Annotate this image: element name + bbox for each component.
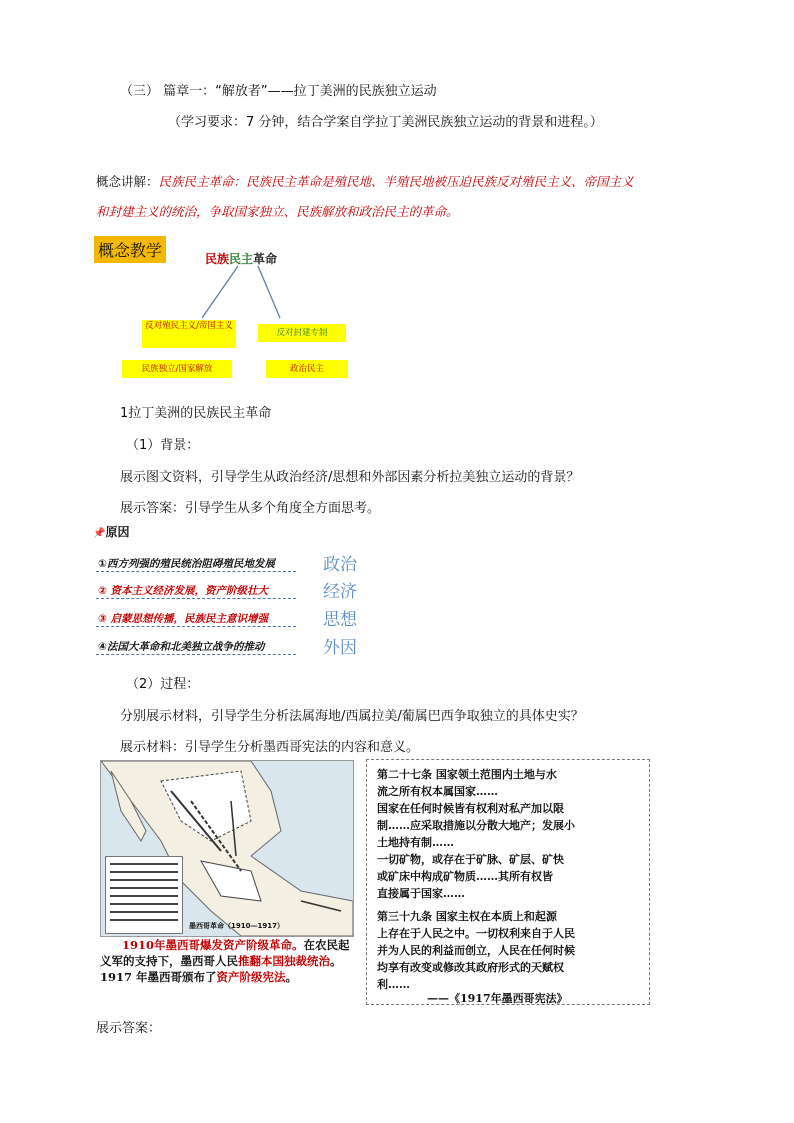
answer-label: 展示答案： [96,1021,162,1036]
reasons-heading-text: 原因 [105,525,130,539]
constitution-line: 利…… [377,978,410,991]
concept-teaching-badge: 概念教学 [94,236,166,263]
constitution-line: 流之所有权本属国家…… [377,785,498,798]
root-part-3: 革命 [253,252,278,266]
concept-definition-2: 和封建主义的统治，争取国家独立、民族解放和政治民主的革命。 [96,204,459,219]
caption-text-2: 。1917 年墨西哥颁布了 [100,954,342,984]
learning-requirement: （学习要求：7 分钟，结合学案自学拉丁美洲民族独立运动的背景和进程。） [168,115,603,130]
reason-2-category: 经济 [323,582,357,602]
constitution-line: 一切矿物，或存在于矿脉、矿层、矿快 [377,853,564,866]
constitution-line: 土地持有制…… [377,836,454,849]
reason-3: ③ 启蒙思想传播，民族民主意识增强 [98,613,269,625]
root-part-1: 民族 [205,252,230,266]
reason-1-underline [96,571,296,572]
map-caption [100,937,355,985]
constitution-line: 上存在于人民之中。一切权利来自于人民 [377,927,575,940]
process-text-1: 分别展示材料，引导学生分析法属海地/西属拉美/葡属巴西争取独立的具体史实？ [120,709,584,724]
process-heading: （2）过程： [126,677,200,692]
reason-4: ④法国大革命和北美独立战争的推动 [98,641,265,653]
constitution-line: 国家在任何时候皆有权利对私产加以限 [377,802,564,815]
map-legend [105,856,183,934]
constitution-line: 直接属于国家…… [377,887,465,900]
constitution-line: 第三十九条 国家主权在本质上和起源 [377,910,557,923]
reason-2: ② 资本主义经济发展，资产阶级壮大 [98,585,269,597]
mexico-revolution-map [100,760,354,937]
root-part-2: 民主 [229,252,254,266]
map-title: 墨西哥革命（1910—1917） [189,922,284,930]
reason-3-underline [96,626,296,627]
constitution-excerpt [366,759,650,1005]
reason-3-category: 思想 [323,610,357,630]
constitution-line: 并为人民的利益而创立，人民在任何时候 [377,944,575,957]
constitution-source: ——《1917年墨西哥宪法》 [427,992,568,1005]
caption-red-1: 1910年墨西哥爆发资产阶级革命。 [122,938,304,952]
reason-2-underline [96,598,296,599]
background-text-2: 展示答案：引导学生从多个角度全方面思考。 [120,501,381,516]
constitution-line: 或矿床中构成矿物质……其所有权皆 [377,870,553,883]
box-political-democracy: 政治民主 [266,360,348,378]
constitution-line: 均享有改变或修改其政府形式的天赋权 [377,961,564,974]
pin-icon: 📌 [93,528,106,539]
reason-1-category: 政治 [323,555,357,575]
caption-text-3: 。 [285,970,298,984]
reasons-heading [93,523,129,540]
background-heading: （1）背景： [126,438,200,453]
section-title: （三） 篇章一：“解放者”——拉丁美洲的民族独立运动 [120,84,437,99]
constitution-line: 制……应采取措施以分散大地产；发展小 [377,819,575,832]
background-text-1: 展示图文资料，引导学生从政治经济/思想和外部因素分析拉美独立运动的背景？ [120,470,580,485]
concept-definition-1: 民族民主革命：民族民主革命是殖民地、半殖民地被压迫民族反对殖民主义、帝国主义 [158,174,634,189]
reason-4-underline [96,654,296,655]
box-national-independence: 民族独立/国家解放 [122,360,232,378]
reason-4-category: 外因 [323,638,357,658]
concept-label: 概念讲解： [96,174,159,189]
caption-red-3: 资产阶级宪法 [216,970,286,984]
process-text-2: 展示材料：引导学生分析墨西哥宪法的内容和意义。 [120,740,420,755]
caption-red-2: 推翻本国独裁统治 [238,954,330,968]
subsection-title: 1拉丁美洲的民族民主革命 [120,406,272,421]
concept-line-2 [96,198,459,226]
constitution-line: 第二十七条 国家领土范围内土地与水 [377,768,557,781]
box-anti-feudalism: 反对封建专制 [258,324,346,342]
reason-1: ①西方列强的殖民统治阻碍殖民地发展 [98,558,275,570]
box-anti-colonialism: 反对殖民主义/帝国主义 [142,320,236,348]
caption-text-1: 在农民起义军的支持下，墨西哥人民 [100,938,350,968]
concept-line-1 [96,168,634,196]
diagram-connectors [180,262,300,322]
